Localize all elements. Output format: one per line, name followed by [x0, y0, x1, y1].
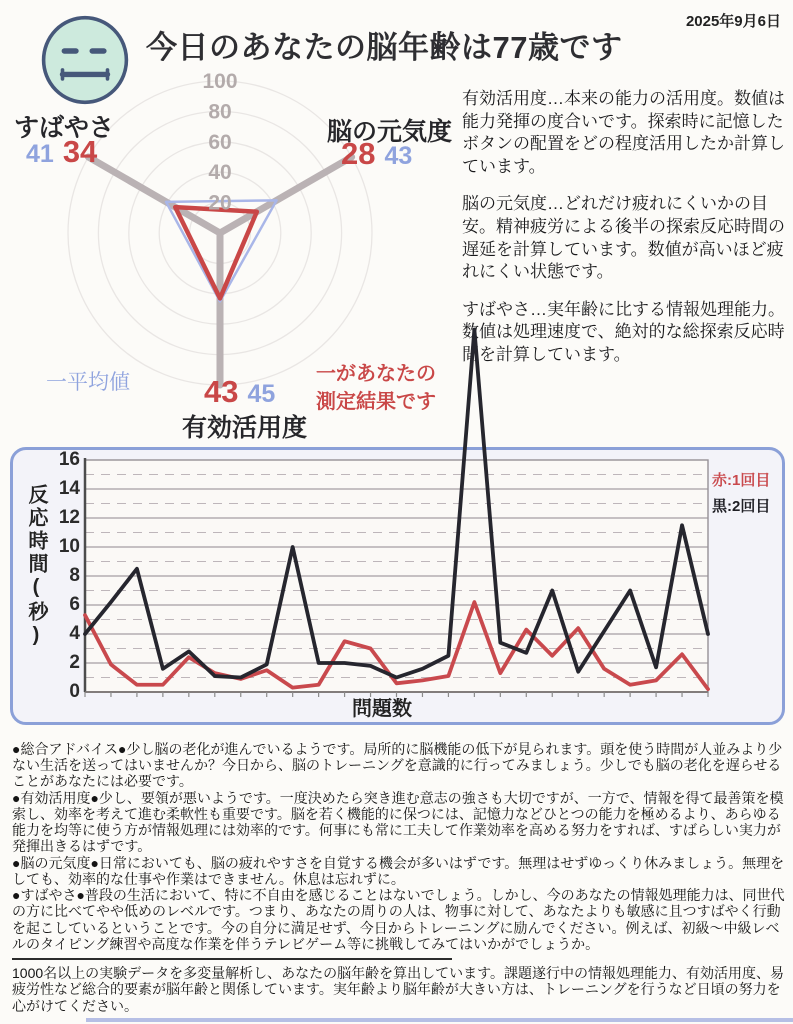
svg-text:20: 20 — [208, 191, 232, 215]
radar-legend-result-line1: 一があなたの — [316, 363, 436, 385]
y-tick-4: 4 — [69, 623, 80, 644]
radar-legend-result-line2: 測定結果です — [316, 391, 436, 413]
legend-first-attempt: 赤:1回目 — [712, 472, 771, 489]
footer-divider — [12, 958, 452, 960]
svg-text:80: 80 — [208, 100, 232, 124]
chart-legend — [712, 468, 770, 519]
y-tick-12: 12 — [58, 507, 80, 528]
y-axis-title: 反応時間(秒) — [25, 484, 47, 649]
radar-legend-average: 一平均値 — [46, 371, 130, 394]
page-title: 今日のあなたの脳年齢は77歳です — [146, 30, 623, 65]
radar-axis-label-subayasa: すばやさ — [14, 114, 115, 142]
svg-text:100: 100 — [202, 70, 238, 93]
subayasa-average-value: 41 — [26, 140, 54, 168]
genkido-scores — [341, 136, 412, 172]
katsuyo-average-value: 45 — [247, 380, 276, 408]
reaction-time-chart-box — [10, 447, 785, 725]
advice-block — [12, 741, 785, 1014]
radar-legend-result — [316, 360, 436, 416]
y-tick-6: 6 — [69, 594, 80, 615]
y-tick-8: 8 — [69, 565, 80, 586]
genkido-result-value: 28 — [341, 136, 376, 171]
footer-note: 1000名以上の実験データを多変量解析し、あなたの脳年齢を算出しています。課題遂行中の情報処理能力、有効活用度、易疲労性など総合的要素が脳年齢と関係しています。実年齢より脳年齢が大きい方は、トレーニングを行うなど日頃の努力を心がけてください。 — [12, 965, 785, 1014]
advice-genkido: ●脳の元気度●日常においても、脳の疲れやすさを自覚する機会が多いはずです。無理はせずゆっくり休みましょう。無理をしても、効率的な仕事や作業はできません。休息は忘れずに。 — [12, 854, 785, 887]
score-descriptions — [462, 88, 792, 382]
genkido-average-value: 43 — [384, 142, 413, 170]
y-tick-14: 14 — [58, 478, 80, 499]
description-genkido: 脳の元気度…どれだけ疲れにくいかの目安。精神疲労による後半の探索反応時間の遅延を計算しています。数値が高いほど疲れにくい状態です。 — [462, 194, 785, 282]
y-tick-2: 2 — [69, 652, 80, 673]
subayasa-result-value: 34 — [62, 134, 98, 169]
advice-katsuyo: ●有効活用度●少し、要領が悪いようです。一度決めたら突き進む意志の強さも大切ですが、一方で、情報を得て最善策を模索し、効率を考えて進む柔軟性も重要です。脳を若く機能的に保つには、記憶力などひとつの能力を極めるより、あらゆる能力を均等に使う方が情報処理には効率的です。何事にも常に工夫して作業効率を高める努力をすれば、すばらしい実力が発揮出きるはずです。 — [12, 789, 784, 855]
radar-axis-label-genkido: 脳の元気度 — [327, 118, 453, 146]
advice-subayasa: ●すばやさ●普段の生活において、特に不自由を感じることはないでしょう。しかし、今のあなたの情報処理能力は、同世代の方に比べてやや低めのレベルです。つまり、あなたの周りの人は、物事に対して、あなたよりも敏感に且つすばやく行動を起こしているということです。今の自分に満足せず、今日からトレーニングに励んでください。例えば、初級～中級レベルのタイピング練習や高度な作業を伴うテレビゲーム等に挑戦してみてはいかがでしょうか。 — [12, 887, 785, 952]
description-katsuyo: 有効活用度…本来の能力の活用度。数値は能力発揮の度合いです。探索時に記憶したボタンの配置をどの程度活用したか計算しています。 — [462, 89, 785, 176]
x-axis-title: 問題数 — [352, 698, 412, 720]
y-tick-0: 0 — [69, 681, 80, 702]
katsuyo-result-value: 43 — [204, 374, 239, 409]
svg-text:40: 40 — [208, 161, 232, 185]
radar-axis-label-katsuyo: 有効活用度 — [182, 414, 308, 442]
y-tick-16: 16 — [58, 449, 80, 470]
legend-second-attempt: 黒:2回目 — [712, 497, 771, 515]
y-tick-10: 10 — [58, 536, 80, 557]
description-subayasa: すばやさ…実年齢に比する情報処理能力。数値は処理速度で、絶対的な総探索反応時間を計算しています。 — [462, 299, 785, 365]
svg-text:60: 60 — [208, 130, 232, 154]
advice-overall: ●総合アドバイス●少し脳の老化が進んでいるようです。局所的に脳機能の低下が見られます。頭を使う時間が人並みより少ない生活を送ってはいませんか？今日から、脳のトレーニングを意識的に行ってみましょう。少しでも脳の老化を遅らせることがあなたには必要です。 — [12, 741, 783, 790]
scan-bottom-edge — [86, 1018, 793, 1022]
katsuyo-scores — [204, 374, 275, 410]
subayasa-scores — [26, 134, 97, 170]
report-date: 2025年9月6日 — [685, 13, 781, 30]
